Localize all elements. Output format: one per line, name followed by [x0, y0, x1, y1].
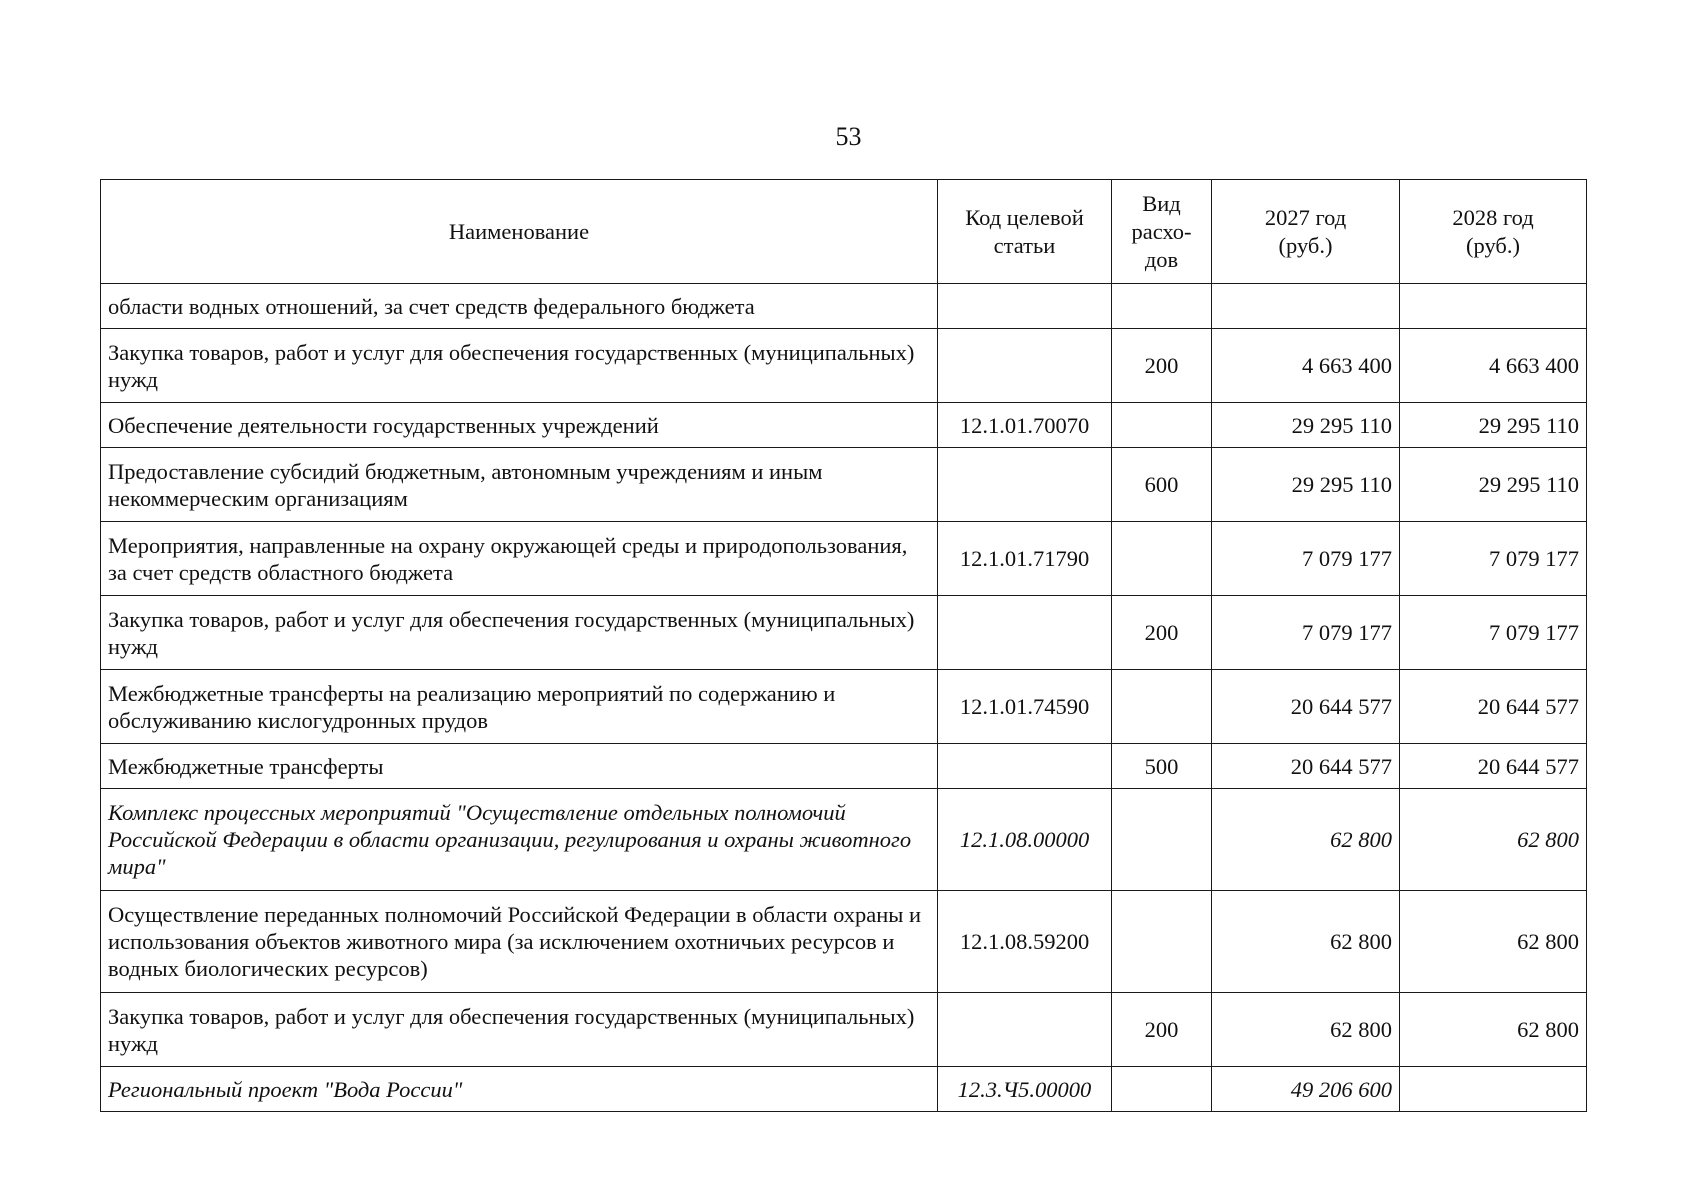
row-name-cell: Комплекс процессных мероприятий "Осуществление отдельных полномочий Российской Федерации в области организации, регулирования и охраны животного мира" [101, 789, 938, 891]
table-row [101, 993, 1587, 1067]
row-name-cell: Закупка товаров, работ и услуг для обеспечения государственных (муниципальных) нужд [101, 596, 938, 670]
header-row [101, 180, 1587, 284]
row-expense-type-cell [1112, 1067, 1212, 1112]
table-row [101, 284, 1587, 329]
row-expense-type-cell: 200 [1112, 596, 1212, 670]
row-2027-cell: 7 079 177 [1212, 522, 1400, 596]
row-2028-cell: 62 800 [1400, 891, 1587, 993]
table-body [101, 284, 1587, 1112]
row-2027-cell: 62 800 [1212, 789, 1400, 891]
header-2028: 2028 год (руб.) [1400, 180, 1587, 284]
table-header [101, 180, 1587, 284]
table-row [101, 789, 1587, 891]
header-expense-type: Вид расхо- дов [1112, 180, 1212, 284]
table-row [101, 670, 1587, 744]
row-2028-cell: 7 079 177 [1400, 596, 1587, 670]
row-code-cell: 12.1.01.70070 [938, 403, 1112, 448]
row-name-cell: Межбюджетные трансферты на реализацию мероприятий по содержанию и обслуживанию кислогудронных прудов [101, 670, 938, 744]
row-2028-cell: 29 295 110 [1400, 403, 1587, 448]
header-name: Наименование [101, 180, 938, 284]
row-code-cell: 12.1.08.59200 [938, 891, 1112, 993]
row-name-cell: Межбюджетные трансферты [101, 744, 938, 789]
header-2027: 2027 год (руб.) [1212, 180, 1400, 284]
row-code-cell [938, 596, 1112, 670]
row-2028-cell: 4 663 400 [1400, 329, 1587, 403]
row-code-cell: 12.1.01.71790 [938, 522, 1112, 596]
row-code-cell: 12.3.Ч5.00000 [938, 1067, 1112, 1112]
table-row [101, 744, 1587, 789]
row-code-cell [938, 329, 1112, 403]
row-code-cell: 12.1.08.00000 [938, 789, 1112, 891]
row-code-cell: 12.1.01.74590 [938, 670, 1112, 744]
row-2028-cell: 62 800 [1400, 993, 1587, 1067]
row-expense-type-cell: 500 [1112, 744, 1212, 789]
row-name-cell: Закупка товаров, работ и услуг для обеспечения государственных (муниципальных) нужд [101, 993, 938, 1067]
row-expense-type-cell: 200 [1112, 329, 1212, 403]
row-2028-cell: 29 295 110 [1400, 448, 1587, 522]
table-row [101, 522, 1587, 596]
row-name-cell: Закупка товаров, работ и услуг для обеспечения государственных (муниципальных) нужд [101, 329, 938, 403]
row-2027-cell: 49 206 600 [1212, 1067, 1400, 1112]
table-row [101, 329, 1587, 403]
row-expense-type-cell [1112, 284, 1212, 329]
row-2027-cell: 4 663 400 [1212, 329, 1400, 403]
row-name-cell: Обеспечение деятельности государственных учреждений [101, 403, 938, 448]
row-code-cell [938, 448, 1112, 522]
table-row [101, 1067, 1587, 1112]
row-2027-cell: 20 644 577 [1212, 670, 1400, 744]
row-2028-cell: 62 800 [1400, 789, 1587, 891]
row-2028-cell [1400, 1067, 1587, 1112]
row-2027-cell: 29 295 110 [1212, 403, 1400, 448]
header-code: Код целевой статьи [938, 180, 1112, 284]
row-2027-cell: 62 800 [1212, 993, 1400, 1067]
row-2027-cell: 20 644 577 [1212, 744, 1400, 789]
table-row [101, 596, 1587, 670]
row-2027-cell: 7 079 177 [1212, 596, 1400, 670]
row-2028-cell [1400, 284, 1587, 329]
row-name-cell: Региональный проект "Вода России" [101, 1067, 938, 1112]
row-2028-cell: 7 079 177 [1400, 522, 1587, 596]
row-code-cell [938, 744, 1112, 789]
table-row [101, 448, 1587, 522]
row-2028-cell: 20 644 577 [1400, 744, 1587, 789]
row-expense-type-cell [1112, 789, 1212, 891]
row-expense-type-cell [1112, 670, 1212, 744]
page-number: 53 [835, 122, 862, 151]
row-expense-type-cell [1112, 891, 1212, 993]
row-expense-type-cell [1112, 403, 1212, 448]
row-expense-type-cell: 200 [1112, 993, 1212, 1067]
budget-table [100, 179, 1587, 1112]
table-row [101, 403, 1587, 448]
row-code-cell [938, 993, 1112, 1067]
row-2027-cell: 62 800 [1212, 891, 1400, 993]
row-name-cell: области водных отношений, за счет средств федерального бюджета [101, 284, 938, 329]
row-name-cell: Мероприятия, направленные на охрану окружающей среды и природопользования, за счет средств областного бюджета [101, 522, 938, 596]
table-row [101, 891, 1587, 993]
row-name-cell: Предоставление субсидий бюджетным, автономным учреждениям и иным некоммерческим организациям [101, 448, 938, 522]
row-2028-cell: 20 644 577 [1400, 670, 1587, 744]
row-2027-cell: 29 295 110 [1212, 448, 1400, 522]
row-expense-type-cell: 600 [1112, 448, 1212, 522]
row-code-cell [938, 284, 1112, 329]
row-expense-type-cell [1112, 522, 1212, 596]
row-2027-cell [1212, 284, 1400, 329]
row-name-cell: Осуществление переданных полномочий Российской Федерации в области охраны и использования объектов животного мира (за исключением охотничьих ресурсов и водных биологических ресурсов) [101, 891, 938, 993]
